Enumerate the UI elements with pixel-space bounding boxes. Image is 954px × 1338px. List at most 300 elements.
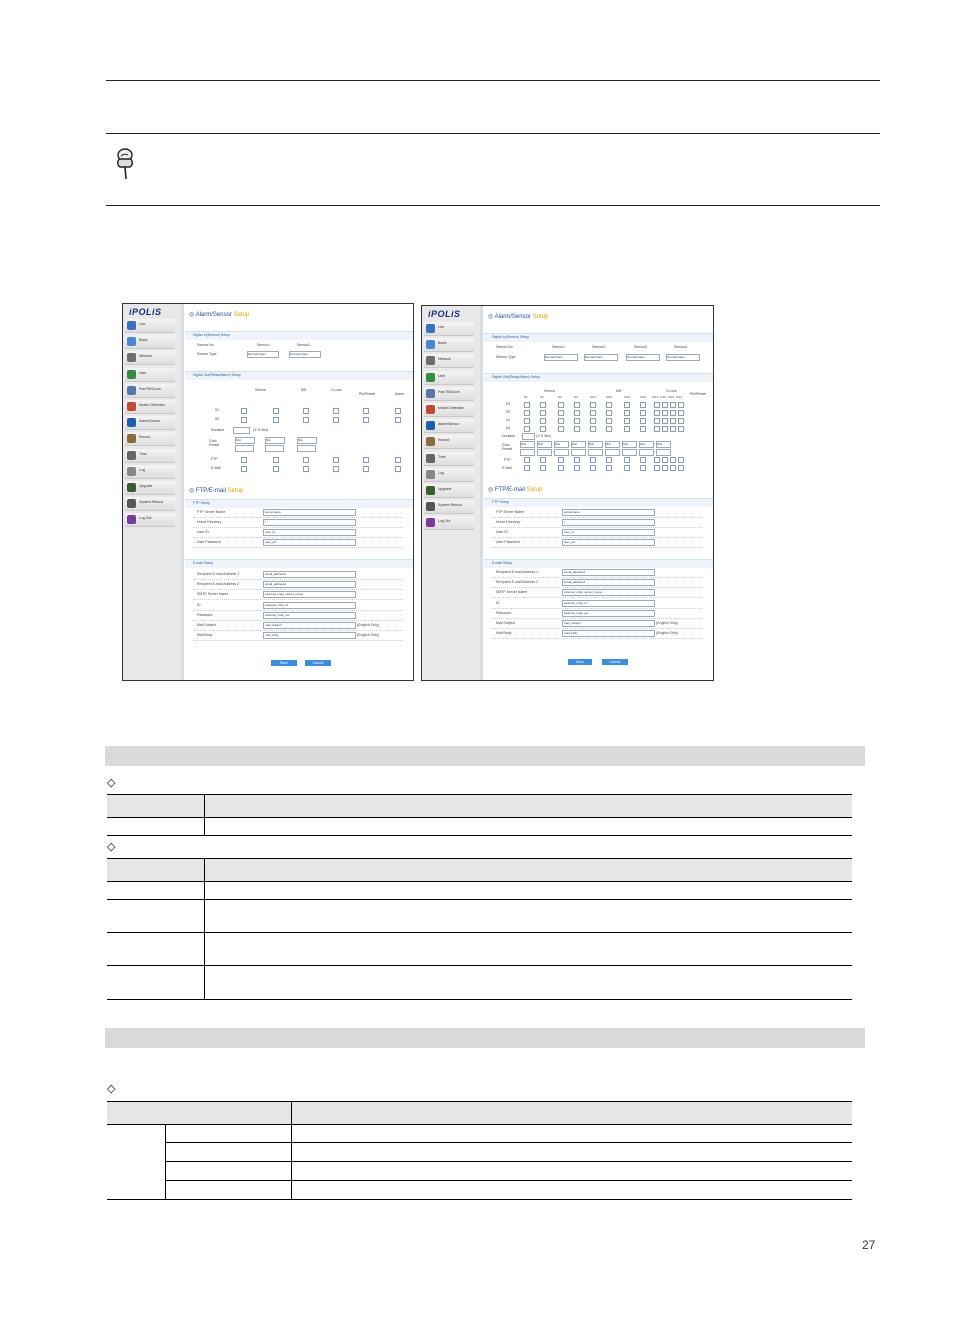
relay-checkbox[interactable] [524,465,530,471]
relay-checkbox[interactable] [678,418,684,424]
email-field-input[interactable]: external_smtp_pw [263,612,356,619]
sidebar-item[interactable] [125,416,175,430]
email-field-input[interactable]: external_smtp_id [562,600,655,607]
sensor4-type-select[interactable]: Normal Open [666,354,700,361]
sensor4-label: Sensor4 [674,345,688,349]
relay-checkbox[interactable] [590,426,596,432]
sidebar-item-label: Time [139,451,147,456]
sidebar-item-label: Log [139,467,145,472]
ftp-row-label: FTP [504,458,511,462]
preset-number-input[interactable] [656,449,671,456]
email-field-label: Password [496,610,512,615]
relay-checkbox[interactable] [540,410,546,416]
nav-icon [426,340,435,349]
ftp-header: FTP Setup [185,499,413,508]
relay-checkbox[interactable] [590,410,596,416]
relay-checkbox[interactable] [540,465,546,471]
sidebar-item[interactable] [424,338,474,352]
out-column-label: S2 [540,395,544,399]
sensor1-type-select[interactable]: Normal Open [544,354,578,361]
sidebar-item[interactable] [424,403,474,417]
relay-checkbox[interactable] [241,417,247,423]
ftp-field-label: User ID [197,530,209,534]
email-field-label: Recipient E-mail Address 2 [496,580,539,585]
relay-checkbox[interactable] [662,402,668,408]
sensor1-type-select[interactable]: Normal Open [247,351,279,358]
preset-number-input[interactable] [571,449,586,456]
relay-checkbox[interactable] [670,410,676,416]
preset-select[interactable]: N/A [537,441,552,448]
relay-checkbox[interactable] [590,418,596,424]
ftp-row-label: FTP [211,457,218,461]
sensor-type-label: Sensor Type [197,352,217,356]
relay-checkbox[interactable] [654,457,660,463]
digital-out-header: Digital Out(Relay/Alarm) Setup [484,373,713,382]
row-separator [193,547,403,548]
sidebar-item[interactable] [125,465,175,479]
relay-checkbox[interactable] [654,465,660,471]
email-field-input[interactable]: external_smtp_server_name [562,589,655,596]
email-field-input[interactable]: mail_subject [263,622,356,629]
relay-checkbox[interactable] [540,418,546,424]
relay-checkbox[interactable] [574,465,580,471]
duration-input[interactable] [233,427,250,434]
out-group-preset: Ptz/Preset [359,392,376,396]
email-field-input[interactable]: external_smtp_server_name [263,591,356,598]
table-header-row [107,794,852,818]
relay-checkbox[interactable] [558,465,564,471]
relay-checkbox[interactable] [303,466,309,472]
relay-checkbox[interactable] [640,402,646,408]
relay-checkbox[interactable] [574,418,580,424]
relay-checkbox[interactable] [662,426,668,432]
table-1 [107,794,852,836]
sidebar-item[interactable] [424,500,474,514]
nav-icon [426,502,435,511]
relay-checkbox[interactable] [590,457,596,463]
email-field-label: Password [197,612,213,617]
sidebar-item[interactable] [125,351,175,365]
relay-checkbox[interactable] [670,465,676,471]
relay-checkbox[interactable] [640,457,646,463]
relay-checkbox[interactable] [606,457,612,463]
preset-select[interactable]: N/A [622,441,637,448]
email-field-input[interactable]: mail_body [263,632,356,639]
row-separator [492,527,702,528]
relay-checkbox[interactable] [558,426,564,432]
sensor-type-label: Sensor Type [496,355,516,359]
preset-number-input[interactable] [622,449,637,456]
sidebar-item[interactable] [424,516,474,530]
preset-select[interactable]: N/A [520,441,535,448]
sidebar-item[interactable] [125,400,175,414]
email-field-label: Recipient E-mail Address 1 [496,570,539,574]
relay-checkbox[interactable] [273,408,279,414]
relay-checkbox[interactable] [640,465,646,471]
out-group-sensor: Sensor [544,389,556,393]
table-2 [107,858,852,1001]
relay-checkbox[interactable] [524,426,530,432]
sidebar-item-label: Pan/Tilt/Zoom [139,386,161,391]
out-column-label: S1 [524,395,528,399]
sidebar-item[interactable] [125,481,175,495]
relay-checkbox[interactable] [273,466,279,472]
sensor3-label: Sensor3 [634,345,648,349]
preset-number-input[interactable] [537,449,552,456]
email-field-label: SMTP Server Name [496,590,528,595]
sidebar-item-label: Log [438,470,444,475]
relay-checkbox[interactable] [654,418,660,424]
relay-checkbox[interactable] [670,457,676,463]
relay-checkbox[interactable] [540,426,546,432]
sidebar-item[interactable] [424,371,474,385]
ftp-field-input[interactable]: / [263,519,356,526]
table-divider [204,794,205,836]
relay-checkbox[interactable] [558,457,564,463]
save-button[interactable]: Save [271,660,297,666]
relay-checkbox[interactable] [574,402,580,408]
row-separator [193,537,403,538]
relay-checkbox[interactable] [540,457,546,463]
out-group-sensor: Sensor [255,388,267,392]
english-only-note: (English Only) [656,621,678,625]
relay-checkbox[interactable] [662,418,668,424]
relay-checkbox[interactable] [670,418,676,424]
nav-icon [426,389,435,398]
nav-icon [127,321,136,330]
sidebar-item[interactable] [125,319,175,333]
row-separator [492,537,702,538]
relay-checkbox[interactable] [640,426,646,432]
cancel-button[interactable]: Cancel [602,659,628,665]
relay-checkbox[interactable] [670,402,676,408]
preset-number-input[interactable] [639,449,654,456]
english-only-note: (English Only) [357,633,379,638]
sensor-no-label: Sensor No. [496,345,514,349]
sidebar-item-label: Alarm/Sensor [139,419,161,424]
sidebar-item-label: Network [438,357,451,362]
row-separator [193,620,403,621]
relay-checkbox[interactable] [662,457,668,463]
email-field-input[interactable]: mail_body [562,630,655,637]
relay-checkbox[interactable] [333,466,339,472]
relay-checkbox[interactable] [624,457,630,463]
table-row [165,1162,852,1181]
relay-checkbox[interactable] [558,402,564,408]
relay-checkbox[interactable] [606,465,612,471]
relay-checkbox[interactable] [395,457,401,463]
preset-select-2[interactable]: N/A [265,437,285,444]
out-group-alarm: Alarm [395,392,405,396]
header-rule [106,80,880,81]
sensor-no-label: Sensor No. [197,343,215,347]
sensor2-type-select[interactable]: Normal Open [584,354,618,361]
preset-number-input[interactable] [297,445,316,452]
out-column-label: CH3 [624,395,631,399]
relay-checkbox[interactable] [303,457,309,463]
row-s2-label: S2 [215,417,220,421]
ftp-field-input[interactable]: servername [263,509,356,516]
email-field-input[interactable]: email_address2 [263,581,356,588]
preset-select[interactable]: N/A [656,441,671,448]
email-field-input[interactable]: email_address1 [263,571,356,578]
relay-checkbox[interactable] [241,466,247,472]
relay-checkbox[interactable] [574,410,580,416]
email-field-label: ID [496,600,500,605]
sidebar-item-label: Record [139,435,151,440]
preset-number-input[interactable] [265,445,284,452]
sidebar-item[interactable] [424,322,474,336]
nav-icon [127,337,136,346]
sidebar-item-label: Live [139,322,146,326]
sidebar-item-label: Log Out [438,519,451,524]
relay-checkbox[interactable] [606,418,612,424]
nav-icon [127,353,136,362]
duration-unit: (1~5 Sec) [536,434,552,438]
sidebar-item[interactable] [424,419,474,433]
relay-checkbox[interactable] [395,417,401,423]
relay-checkbox[interactable] [333,417,339,423]
preset-number-input[interactable] [554,449,569,456]
preset-select[interactable]: N/A [554,441,569,448]
sidebar-item[interactable] [125,497,175,511]
relay-checkbox[interactable] [273,417,279,423]
relay-checkbox[interactable] [678,410,684,416]
email-field-label: Mail Subject [496,621,516,625]
email-field-label: Mail Body [496,631,512,636]
relay-checkbox[interactable] [624,465,630,471]
out-column-label: CH2 [660,395,667,399]
sidebar-item[interactable] [424,468,474,482]
table-divider [291,1101,292,1200]
preset-number-input[interactable] [605,449,620,456]
sensor3-type-select[interactable]: Normal Open [626,354,660,361]
nav-icon [426,518,435,527]
sidebar-item-label: Basic [139,338,148,343]
relay-checkbox[interactable] [678,465,684,471]
sensor2-type-select[interactable]: Normal Open [289,351,321,358]
row-separator [193,579,403,580]
row-separator [193,630,403,631]
email-field-label: Recipient E-mail Address 2 [197,582,240,587]
relay-checkbox[interactable] [678,402,684,408]
relay-checkbox[interactable] [654,410,660,416]
preset-select-1[interactable]: N/A [235,437,255,444]
nav-icon [426,437,435,446]
email-field-input[interactable]: email_address2 [562,579,655,586]
relay-checkbox[interactable] [333,408,339,414]
sidebar-item-label: Basic [438,341,447,346]
relay-checkbox[interactable] [574,457,580,463]
relay-checkbox[interactable] [241,408,247,414]
relay-checkbox[interactable] [624,418,630,424]
preset-select[interactable]: N/A [588,441,603,448]
ftp-field-input[interactable]: user_id [263,529,356,536]
relay-checkbox[interactable] [662,410,668,416]
sidebar-item-label: Motion Detection [438,406,465,410]
out-row-label: R1 [506,402,511,406]
save-button[interactable]: Save [568,659,592,665]
sidebar-item[interactable] [125,449,175,463]
relay-checkbox[interactable] [606,426,612,432]
main-panel [185,304,413,680]
sensor2-label: Sensor2 [297,343,311,347]
relay-checkbox[interactable] [303,408,309,414]
out-column-label: S3 [558,395,562,399]
relay-checkbox[interactable] [363,408,369,414]
main-panel [484,306,713,680]
sidebar-item[interactable] [125,335,175,349]
preset-select-3[interactable]: N/A [297,437,317,444]
out-column-label: CH4 [640,395,647,399]
relay-checkbox[interactable] [606,410,612,416]
nav-icon [127,499,136,508]
relay-checkbox[interactable] [363,466,369,472]
nav-icon [127,386,136,395]
goto-preset-label: Goto Preset [502,443,513,451]
relay-checkbox[interactable] [303,417,309,423]
sidebar-item[interactable] [125,368,175,382]
relay-checkbox[interactable] [670,426,676,432]
page-title: ◎ Alarm/Sensor Setup [189,312,250,318]
table-header-row [107,1101,852,1125]
screenshot-left [122,303,414,681]
ftp-header: FTP Setup [484,498,713,507]
sidebar-item[interactable] [424,484,474,498]
relay-checkbox[interactable] [678,426,684,432]
out-column-label: CH2 [606,395,613,399]
ftp-field-input[interactable]: servername [562,509,655,516]
nav-icon [426,324,435,333]
email-field-input[interactable]: mail_subject [562,620,655,627]
sidebar-item[interactable] [125,384,175,398]
relay-checkbox[interactable] [606,402,612,408]
sidebar-item-label: Pan/Tilt/Zoom [438,389,460,394]
ftp-field-input[interactable]: user_pw [263,539,356,546]
section-bar-1 [105,746,865,766]
cancel-button[interactable]: Cancel [305,660,331,666]
preset-number-input[interactable] [235,445,254,452]
ftp-field-input[interactable]: user_pw [562,539,655,546]
table-row [165,1124,852,1143]
relay-checkbox[interactable] [624,410,630,416]
email-field-label: Mail Subject [197,623,217,627]
relay-checkbox[interactable] [524,410,530,416]
preset-number-input[interactable] [520,449,535,456]
table-row [107,966,852,1000]
table-row [107,881,852,900]
nav-icon [426,421,435,430]
sidebar-item[interactable] [424,452,474,466]
row-separator [193,610,403,611]
nav-icon [426,405,435,414]
nav-icon [426,486,435,495]
ftp-field-label: User Password [197,540,221,544]
sidebar-item[interactable] [125,513,175,527]
note-bottom-rule [106,205,880,206]
relay-checkbox[interactable] [624,402,630,408]
sidebar-item-label: Live [438,325,445,329]
email-field-input[interactable]: email_address1 [562,569,655,576]
relay-checkbox[interactable] [640,418,646,424]
ftp-field-input[interactable]: / [562,519,655,526]
row-separator [492,628,702,629]
out-group-preset: Ptz/Preset [690,392,707,396]
relay-checkbox[interactable] [624,426,630,432]
relay-checkbox[interactable] [363,457,369,463]
relay-checkbox[interactable] [273,457,279,463]
row-separator [193,640,403,641]
out-row-label: A1 [506,418,511,422]
relay-checkbox[interactable] [363,417,369,423]
relay-checkbox[interactable] [524,402,530,408]
preset-select[interactable]: N/A [605,441,620,448]
relay-checkbox[interactable] [395,408,401,414]
relay-checkbox[interactable] [333,457,339,463]
relay-checkbox[interactable] [590,465,596,471]
english-only-note: (English Only) [357,623,379,627]
relay-checkbox[interactable] [640,410,646,416]
relay-checkbox[interactable] [558,410,564,416]
email-header: E-mail Setup [185,559,413,568]
duration-label: Duration [211,428,225,432]
row-separator [492,587,702,588]
relay-checkbox[interactable] [241,457,247,463]
out-row-label: R2 [506,410,511,414]
table-row [107,933,852,966]
ftp-field-input[interactable]: user_id [562,529,655,536]
relay-checkbox[interactable] [590,402,596,408]
preset-select[interactable]: N/A [639,441,654,448]
relay-checkbox[interactable] [558,418,564,424]
ftp-email-title: ◎ FTP/E-mail Setup [189,488,244,494]
relay-checkbox[interactable] [654,402,660,408]
nav-icon [127,370,136,379]
relay-checkbox[interactable] [540,402,546,408]
sidebar-item[interactable] [424,387,474,401]
relay-checkbox[interactable] [395,466,401,472]
duration-input[interactable] [522,433,535,440]
sidebar-item[interactable] [424,354,474,368]
relay-checkbox[interactable] [524,457,530,463]
sensor1-label: Sensor1 [552,345,566,349]
relay-checkbox[interactable] [574,426,580,432]
digital-in-header: Digital In(Sensor) Setup [185,331,413,340]
english-only-note: (English Only) [656,631,678,636]
note-top-rule [106,133,880,134]
nav-icon [127,418,136,427]
email-field-input[interactable]: external_smtp_id [263,602,356,609]
sidebar-item[interactable] [125,432,175,446]
out-group-md: MD [616,389,622,393]
ipolis-logo: iPOLiS [428,309,461,319]
out-group-md: MD [301,388,307,392]
relay-checkbox[interactable] [524,418,530,424]
ftp-field-label: User Password [496,540,520,544]
page-number: 27 [862,1238,876,1252]
ftp-field-label: FTP Server Name [496,510,525,514]
preset-select[interactable]: N/A [571,441,586,448]
row-separator [492,618,702,619]
duration-label: Duration [502,434,516,438]
email-field-input[interactable]: external_smtp_pw [562,610,655,617]
relay-checkbox[interactable] [662,465,668,471]
ftp-field-label: User ID [496,530,508,534]
relay-checkbox[interactable] [678,457,684,463]
sidebar-item[interactable] [424,435,474,449]
preset-number-input[interactable] [588,449,603,456]
relay-checkbox[interactable] [654,426,660,432]
